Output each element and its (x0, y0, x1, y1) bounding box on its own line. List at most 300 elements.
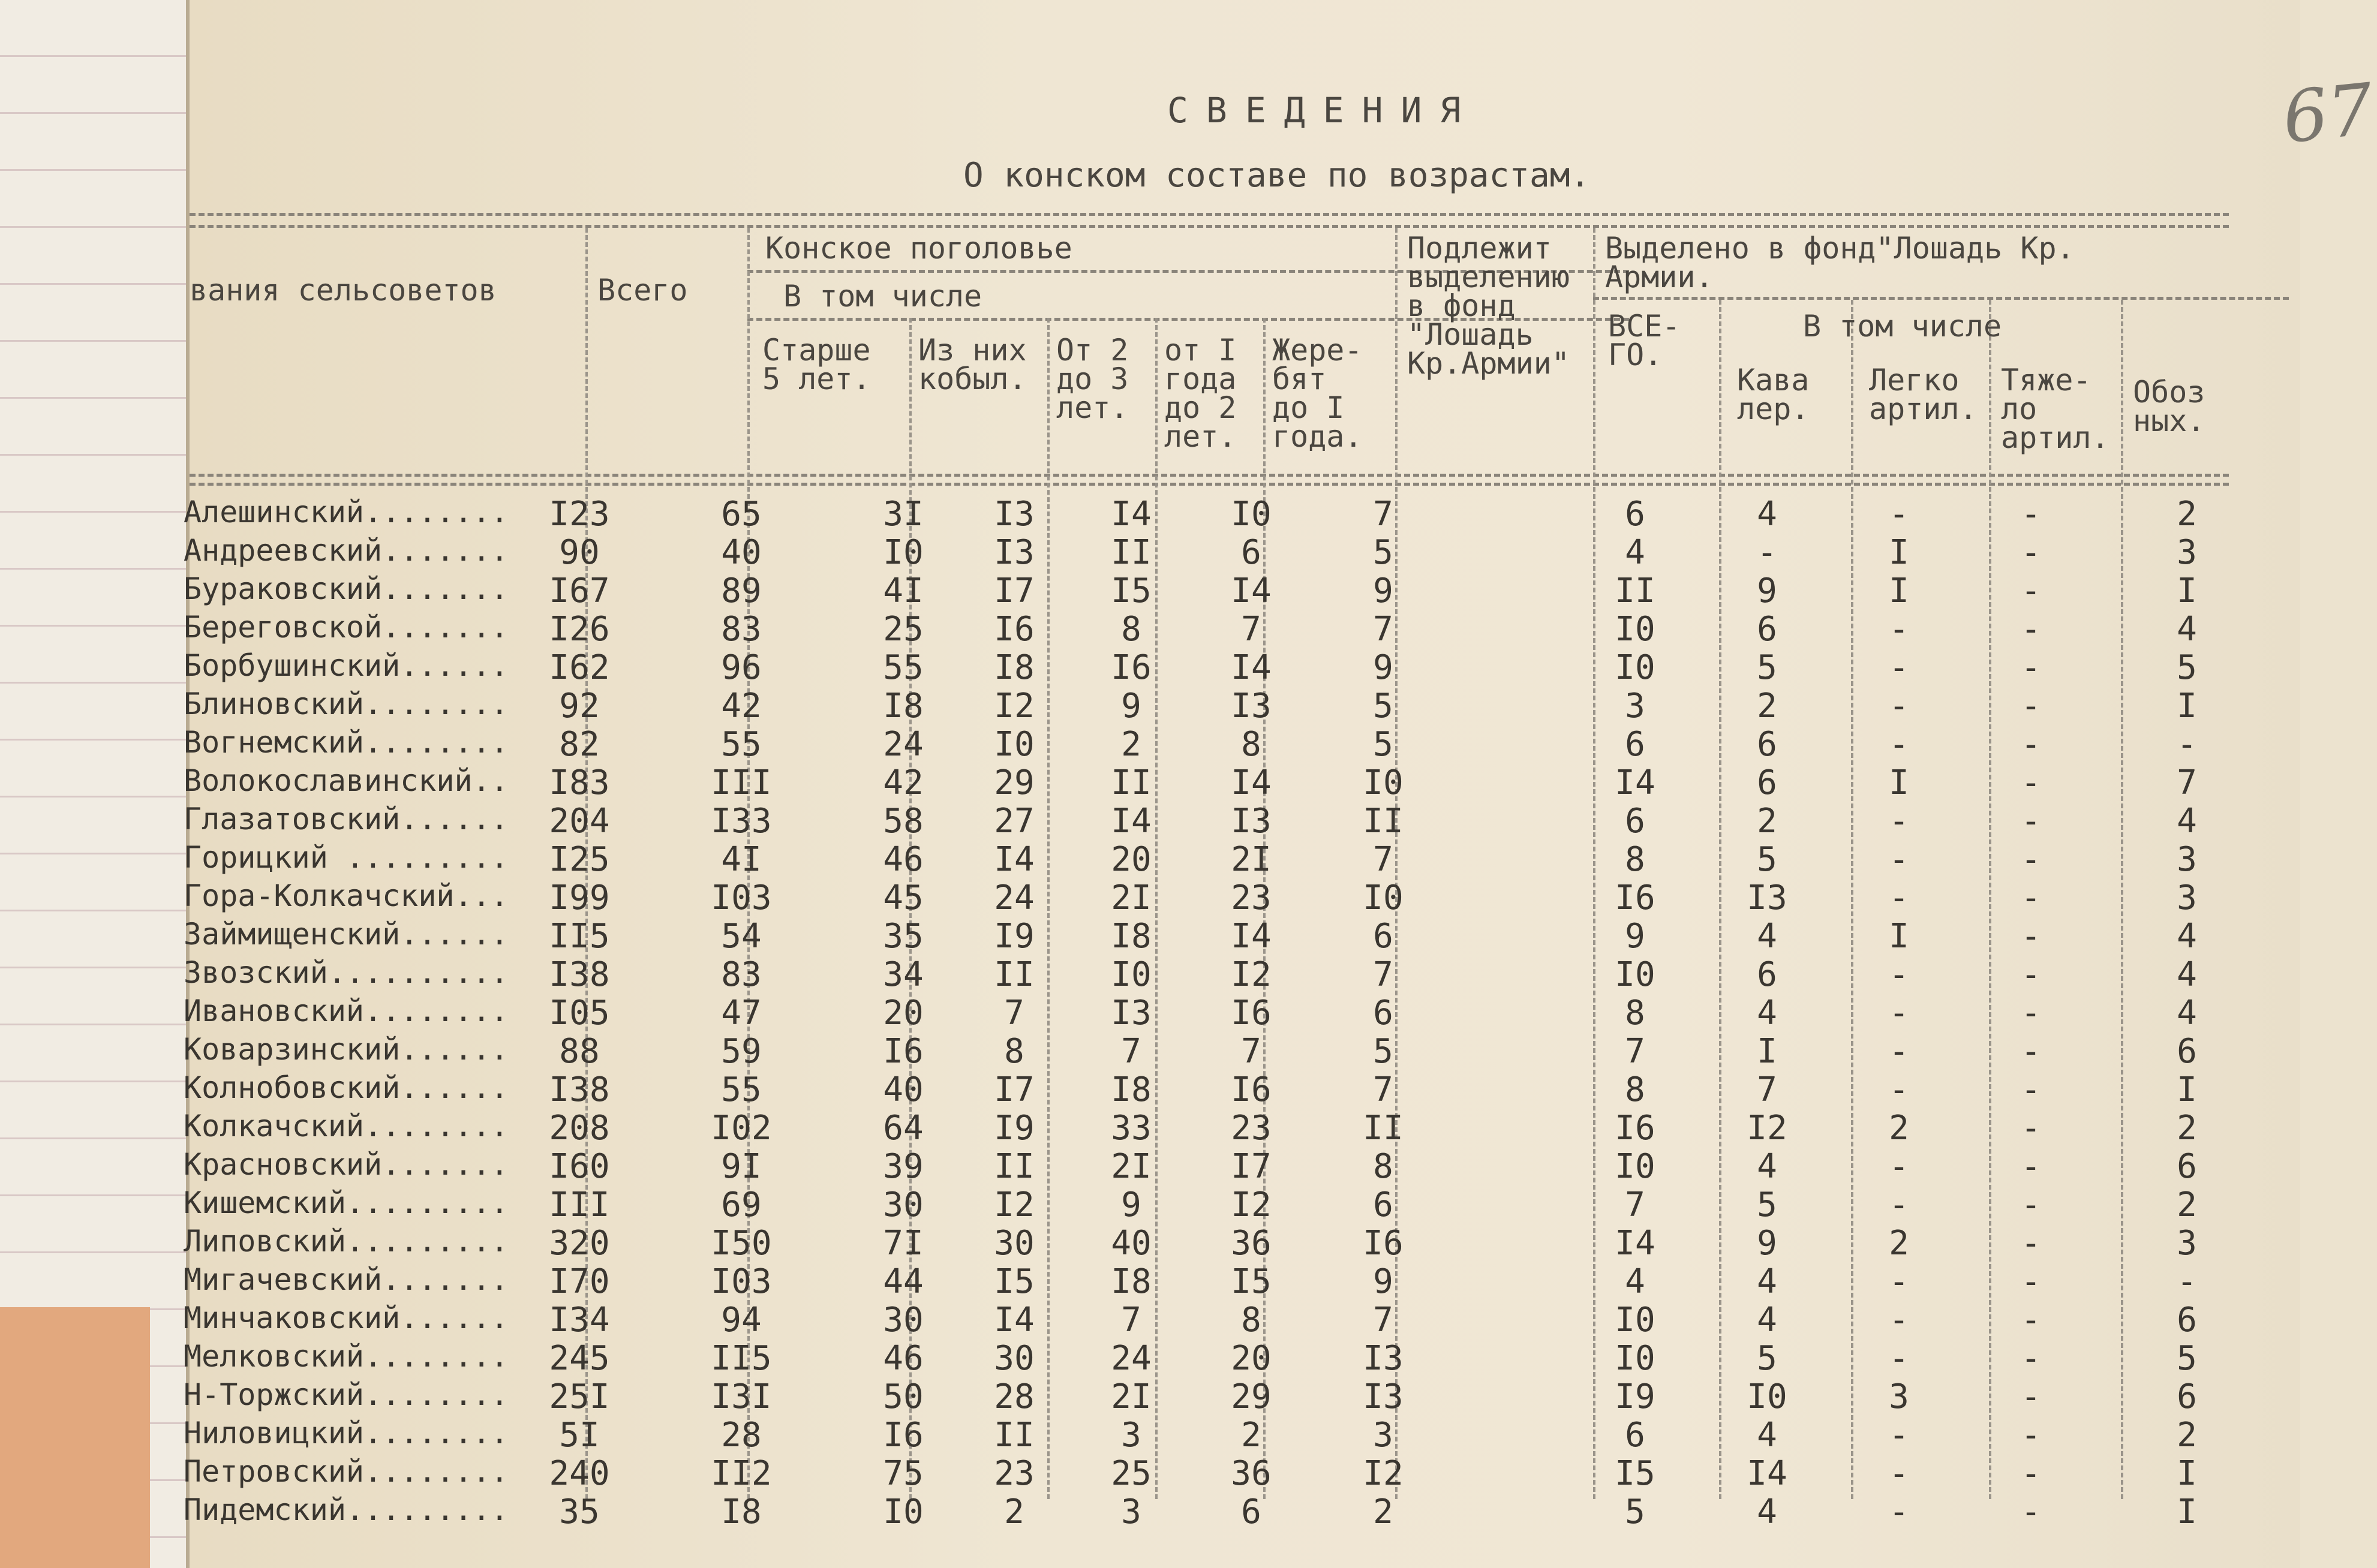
table-cell-cav: 4 (1757, 1147, 1777, 1186)
table-cell-mares: 39 (883, 1147, 924, 1186)
table-cell-total: 25I (549, 1377, 610, 1416)
table-cell-cav: 6 (1757, 955, 1777, 994)
table-cell-alloc: I6 (1615, 1109, 1655, 1148)
table-cell-total: I60 (549, 1147, 610, 1186)
table-cell-transport: I (2177, 1070, 2197, 1109)
table-cell-y1_2: 7 (1121, 1301, 1141, 1340)
table-cell-total: 204 (549, 802, 610, 841)
table-cell-cav: 4 (1757, 1492, 1777, 1531)
table-cell-y2_3: I3 (994, 533, 1035, 572)
table-cell-mares: 4I (883, 571, 924, 610)
table-cell-transport: 2 (2177, 495, 2197, 534)
table-cell-y2_3: II (994, 1416, 1035, 1455)
table-cell-foals: 6 (1241, 1492, 1261, 1531)
table-cell-y2_3: 28 (994, 1377, 1035, 1416)
table-cell-total: 240 (549, 1454, 610, 1493)
table-cell-transport: I (2177, 571, 2197, 610)
table-cell-foals: 23 (1231, 1109, 1272, 1148)
column-divider (1593, 228, 1595, 1499)
table-cell-y2_3: 24 (994, 878, 1035, 917)
table-cell-mares: 30 (883, 1301, 924, 1340)
table-top-rule-2 (190, 225, 2229, 228)
table-cell-alloc: I5 (1615, 1454, 1655, 1493)
table-cell-subject: 7 (1373, 495, 1393, 534)
table-cell-light: I (1889, 571, 1909, 610)
table-cell-y1_2: II (1111, 763, 1152, 802)
table-cell-y2_3: II (994, 955, 1035, 994)
table-cell-over5: 89 (721, 571, 762, 610)
table-cell-light: I (1889, 763, 1909, 802)
table-cell-alloc: I0 (1615, 1301, 1655, 1340)
table-cell-y1_2: 9 (1121, 687, 1141, 726)
table-cell-alloc: I9 (1615, 1377, 1655, 1416)
header-bottom-rule-2 (190, 483, 2229, 486)
table-cell-over5: I02 (711, 1109, 772, 1148)
table-cell-heavy: - (2021, 802, 2041, 841)
table-cell-mares: 42 (883, 763, 924, 802)
table-cell-over5: 54 (721, 917, 762, 956)
table-cell-cav: 5 (1757, 840, 1777, 879)
table-cell-mares: I6 (883, 1032, 924, 1071)
table-cell-over5: I3I (711, 1377, 772, 1416)
table-cell-subject: 3 (1373, 1416, 1393, 1455)
table-cell-light: - (1889, 725, 1909, 764)
table-cell-foals: I5 (1231, 1262, 1272, 1301)
table-cell-cav: 9 (1757, 1224, 1777, 1263)
table-cell-mares: 7I (883, 1224, 924, 1263)
row-council-name: Андреевский....... (184, 533, 509, 568)
table-cell-transport: 3 (2177, 840, 2197, 879)
table-cell-light: - (1889, 648, 1909, 687)
table-cell-subject: 5 (1373, 1032, 1393, 1071)
row-council-name: Кишемский......... (184, 1185, 509, 1220)
table-cell-subject: 9 (1373, 571, 1393, 610)
table-cell-alloc: 9 (1625, 917, 1645, 956)
table-cell-cav: 4 (1757, 917, 1777, 956)
table-cell-heavy: - (2021, 1492, 2041, 1531)
table-cell-heavy: - (2021, 1377, 2041, 1416)
table-top-rule (190, 213, 2229, 216)
row-council-name: Займищенский...... (184, 917, 509, 952)
table-cell-y1_2: 9 (1121, 1185, 1141, 1224)
table-cell-y2_3: I7 (994, 1070, 1035, 1109)
column-divider (1989, 300, 1991, 1499)
table-cell-foals: 20 (1231, 1339, 1272, 1378)
table-cell-heavy: - (2021, 763, 2041, 802)
table-cell-total: I70 (549, 1262, 610, 1301)
table-cell-light: - (1889, 1454, 1909, 1493)
column-divider (1851, 300, 1853, 1499)
table-cell-y1_2: 40 (1111, 1224, 1152, 1263)
table-cell-total: I34 (549, 1301, 610, 1340)
table-cell-y2_3: 23 (994, 1454, 1035, 1493)
table-cell-light: - (1889, 840, 1909, 879)
table-cell-y2_3: 7 (1004, 994, 1024, 1033)
table-cell-y1_2: I8 (1111, 917, 1152, 956)
table-cell-transport: 3 (2177, 878, 2197, 917)
table-cell-y2_3: I5 (994, 1262, 1035, 1301)
table-cell-subject: II (1363, 802, 1404, 841)
table-cell-over5: 47 (721, 994, 762, 1033)
table-cell-over5: 4I (721, 840, 762, 879)
header-alloc-total: ВСЕ- ГО. (1608, 309, 1681, 372)
table-cell-subject: 7 (1373, 1070, 1393, 1109)
table-cell-alloc: I0 (1615, 1147, 1655, 1186)
table-cell-transport: 4 (2177, 955, 2197, 994)
table-cell-heavy: - (2021, 994, 2041, 1033)
table-cell-y2_3: 29 (994, 763, 1035, 802)
row-council-name: Звозский.......... (184, 955, 509, 990)
table-cell-over5: 28 (721, 1416, 762, 1455)
table-cell-over5: I03 (711, 878, 772, 917)
table-cell-cav: 5 (1757, 648, 1777, 687)
allocated-sub-rule (1593, 297, 2289, 300)
table-cell-heavy: - (2021, 1416, 2041, 1455)
table-cell-cav: 9 (1757, 571, 1777, 610)
header-allocated: Выделено в фонд"Лошадь Кр. Армии. (1605, 231, 2075, 294)
table-cell-light: 3 (1889, 1377, 1909, 1416)
table-cell-y1_2: 25 (1111, 1454, 1152, 1493)
table-cell-transport: 5 (2177, 648, 2197, 687)
table-cell-y2_3: I6 (994, 610, 1035, 649)
table-cell-alloc: 8 (1625, 1070, 1645, 1109)
table-cell-alloc: I0 (1615, 1339, 1655, 1378)
table-cell-y1_2: 2 (1121, 725, 1141, 764)
page-number: 67 (2279, 67, 2377, 159)
table-cell-mares: I0 (883, 1492, 924, 1531)
table-cell-heavy: - (2021, 648, 2041, 687)
table-cell-transport: 6 (2177, 1377, 2197, 1416)
column-divider (2121, 300, 2123, 1499)
table-cell-subject: I3 (1363, 1339, 1404, 1378)
table-cell-cav: I3 (1747, 878, 1787, 917)
table-cell-transport: 6 (2177, 1301, 2197, 1340)
table-cell-subject: 5 (1373, 725, 1393, 764)
table-cell-over5: 42 (721, 687, 762, 726)
table-cell-y1_2: 8 (1121, 610, 1141, 649)
table-cell-transport: 3 (2177, 1224, 2197, 1263)
table-cell-heavy: - (2021, 917, 2041, 956)
table-cell-foals: 23 (1231, 878, 1272, 917)
row-council-name: Петровский........ (184, 1454, 509, 1489)
row-council-name: Липовский......... (184, 1224, 509, 1259)
table-cell-alloc: I0 (1615, 610, 1655, 649)
table-cell-alloc: I4 (1615, 1224, 1655, 1263)
table-cell-light: - (1889, 1185, 1909, 1224)
table-cell-total: I62 (549, 648, 610, 687)
row-council-name: Вогнемский........ (184, 725, 509, 760)
table-cell-over5: II5 (711, 1339, 772, 1378)
table-cell-light: 2 (1889, 1224, 1909, 1263)
table-cell-alloc: 3 (1625, 687, 1645, 726)
table-cell-mares: 20 (883, 994, 924, 1033)
table-cell-heavy: - (2021, 1185, 2041, 1224)
table-cell-foals: I4 (1231, 571, 1272, 610)
header-subject: Подлежит выделению в фонд "Лошадь Кр.Армии" (1407, 231, 1570, 381)
table-cell-mares: 64 (883, 1109, 924, 1148)
table-cell-foals: I6 (1231, 1070, 1272, 1109)
table-cell-transport: I (2177, 1492, 2197, 1531)
table-cell-over5: 96 (721, 648, 762, 687)
table-cell-total: 320 (549, 1224, 610, 1263)
table-cell-heavy: - (2021, 878, 2041, 917)
table-cell-y1_2: I5 (1111, 571, 1152, 610)
table-cell-transport: 6 (2177, 1147, 2197, 1186)
row-council-name: Глазатовский...... (184, 802, 509, 836)
table-cell-heavy: - (2021, 495, 2041, 534)
table-cell-cav: 2 (1757, 687, 1777, 726)
table-cell-y1_2: I8 (1111, 1262, 1152, 1301)
table-cell-over5: I33 (711, 802, 772, 841)
table-cell-transport: 5 (2177, 1339, 2197, 1378)
table-cell-over5: 83 (721, 955, 762, 994)
table-cell-subject: I2 (1363, 1454, 1404, 1493)
table-cell-y1_2: I8 (1111, 1070, 1152, 1109)
table-cell-light: 2 (1889, 1109, 1909, 1148)
table-cell-light: - (1889, 1032, 1909, 1071)
table-cell-light: - (1889, 1301, 1909, 1340)
table-cell-foals: 36 (1231, 1224, 1272, 1263)
table-cell-subject: 7 (1373, 1301, 1393, 1340)
table-cell-foals: 7 (1241, 610, 1261, 649)
table-cell-cav: 6 (1757, 725, 1777, 764)
table-cell-heavy: - (2021, 1262, 2041, 1301)
table-cell-over5: I50 (711, 1224, 772, 1263)
table-cell-y2_3: I7 (994, 571, 1035, 610)
table-cell-light: - (1889, 1147, 1909, 1186)
table-cell-mares: 25 (883, 610, 924, 649)
table-cell-transport: 7 (2177, 763, 2197, 802)
table-cell-y1_2: I0 (1111, 955, 1152, 994)
table-cell-mares: 46 (883, 840, 924, 879)
table-cell-subject: 2 (1373, 1492, 1393, 1531)
table-cell-mares: I6 (883, 1416, 924, 1455)
table-cell-total: I05 (549, 994, 610, 1033)
table-cell-total: 245 (549, 1339, 610, 1378)
table-cell-y2_3: 30 (994, 1339, 1035, 1378)
table-cell-foals: I3 (1231, 687, 1272, 726)
table-cell-heavy: - (2021, 1224, 2041, 1263)
table-cell-alloc: I6 (1615, 878, 1655, 917)
table-cell-cav: 6 (1757, 610, 1777, 649)
row-council-name: Горицкий ......... (184, 840, 509, 875)
table-cell-mares: 3I (883, 495, 924, 534)
table-cell-y2_3: I9 (994, 1109, 1035, 1148)
table-cell-y2_3: I2 (994, 687, 1035, 726)
table-cell-foals: I3 (1231, 802, 1272, 841)
table-cell-transport: I (2177, 1454, 2197, 1493)
table-cell-transport: 2 (2177, 1109, 2197, 1148)
table-cell-cav: I (1757, 1032, 1777, 1071)
table-cell-over5: 40 (721, 533, 762, 572)
table-cell-y1_2: 20 (1111, 840, 1152, 879)
header-total: Всего (597, 273, 688, 308)
table-cell-total: I99 (549, 878, 610, 917)
row-council-name: Волокославинский.. (184, 763, 509, 798)
table-cell-over5: 55 (721, 725, 762, 764)
table-cell-y2_3: I4 (994, 1301, 1035, 1340)
table-cell-subject: 5 (1373, 533, 1393, 572)
table-cell-heavy: - (2021, 1454, 2041, 1493)
table-cell-mares: 45 (883, 878, 924, 917)
header-from1to2: от I года до 2 лет. (1164, 333, 1237, 454)
table-cell-transport: 4 (2177, 802, 2197, 841)
table-cell-y1_2: 7 (1121, 1032, 1141, 1071)
table-cell-subject: 6 (1373, 917, 1393, 956)
table-cell-total: 35 (559, 1492, 600, 1531)
row-council-name: Блиновский........ (184, 687, 509, 721)
table-cell-y2_3: II (994, 1147, 1035, 1186)
row-council-name: Мелковский........ (184, 1339, 509, 1374)
table-cell-transport: - (2177, 1262, 2197, 1301)
table-cell-total: III (549, 1185, 610, 1224)
row-council-name: Минчаковский...... (184, 1301, 509, 1335)
table-cell-transport: - (2177, 725, 2197, 764)
table-cell-alloc: I0 (1615, 648, 1655, 687)
table-cell-subject: I0 (1363, 878, 1404, 917)
table-cell-cav: 4 (1757, 1262, 1777, 1301)
table-cell-y1_2: 3 (1121, 1492, 1141, 1531)
table-cell-y2_3: 27 (994, 802, 1035, 841)
table-cell-cav: 7 (1757, 1070, 1777, 1109)
table-cell-alloc: 7 (1625, 1185, 1645, 1224)
table-cell-cav: 4 (1757, 1301, 1777, 1340)
table-cell-alloc: 6 (1625, 495, 1645, 534)
table-cell-heavy: - (2021, 840, 2041, 879)
table-cell-heavy: - (2021, 571, 2041, 610)
table-cell-cav: - (1757, 533, 1777, 572)
row-council-name: Бураковский....... (184, 571, 509, 606)
table-cell-total: I83 (549, 763, 610, 802)
table-cell-alloc: 8 (1625, 840, 1645, 879)
table-cell-y1_2: 2I (1111, 878, 1152, 917)
table-cell-subject: 6 (1373, 994, 1393, 1033)
table-cell-cav: 6 (1757, 763, 1777, 802)
table-cell-subject: 8 (1373, 1147, 1393, 1186)
table-cell-over5: III (711, 763, 772, 802)
table-cell-mares: 30 (883, 1185, 924, 1224)
table-cell-cav: I4 (1747, 1454, 1787, 1493)
table-cell-total: I67 (549, 571, 610, 610)
table-cell-y2_3: I0 (994, 725, 1035, 764)
table-cell-foals: 2 (1241, 1416, 1261, 1455)
table-cell-y2_3: 2 (1004, 1492, 1024, 1531)
row-council-name: Мигачевский....... (184, 1262, 509, 1297)
row-council-name: Н-Торжский........ (184, 1377, 509, 1412)
table-cell-subject: I6 (1363, 1224, 1404, 1263)
table-cell-total: I23 (549, 495, 610, 534)
header-foals: Жере- бят до I года. (1272, 333, 1363, 454)
table-cell-y1_2: I6 (1111, 648, 1152, 687)
table-cell-light: - (1889, 610, 1909, 649)
table-cell-y2_3: I9 (994, 917, 1035, 956)
table-cell-heavy: - (2021, 1301, 2041, 1340)
table-cell-mares: 44 (883, 1262, 924, 1301)
table-cell-alloc: 7 (1625, 1032, 1645, 1071)
table-cell-light: - (1889, 1339, 1909, 1378)
table-cell-light: I (1889, 917, 1909, 956)
table-cell-y1_2: I4 (1111, 495, 1152, 534)
header-name: вания сельсоветов (190, 273, 497, 308)
table-cell-y1_2: I4 (1111, 802, 1152, 841)
table-cell-subject: 6 (1373, 1185, 1393, 1224)
table-cell-light: - (1889, 1492, 1909, 1531)
table-cell-mares: 75 (883, 1454, 924, 1493)
table-cell-cav: 4 (1757, 994, 1777, 1033)
table-cell-foals: I2 (1231, 955, 1272, 994)
table-cell-cav: 2 (1757, 802, 1777, 841)
table-cell-light: - (1889, 1262, 1909, 1301)
table-cell-heavy: - (2021, 610, 2041, 649)
table-cell-over5: 94 (721, 1301, 762, 1340)
table-cell-y1_2: 33 (1111, 1109, 1152, 1148)
table-cell-total: II5 (549, 917, 610, 956)
table-cell-subject: 7 (1373, 840, 1393, 879)
table-cell-total: I26 (549, 610, 610, 649)
table-cell-mares: I0 (883, 533, 924, 572)
table-cell-foals: I4 (1231, 648, 1272, 687)
header-including: В том числе (783, 279, 982, 314)
table-cell-over5: 65 (721, 495, 762, 534)
table-cell-y1_2: 24 (1111, 1339, 1152, 1378)
document-subtitle: О конском составе по возрастам. (963, 156, 1591, 195)
table-cell-foals: I0 (1231, 495, 1272, 534)
table-cell-heavy: - (2021, 1339, 2041, 1378)
table-cell-over5: 9I (721, 1147, 762, 1186)
row-council-name: Ивановский........ (184, 994, 509, 1028)
header-mares: Из них кобыл. (918, 333, 1027, 396)
row-council-name: Пидемский......... (184, 1492, 509, 1527)
table-cell-alloc: I0 (1615, 955, 1655, 994)
table-cell-heavy: - (2021, 1070, 2041, 1109)
table-cell-total: 88 (559, 1032, 600, 1071)
table-cell-heavy: - (2021, 533, 2041, 572)
header-light-artillery: Легко артил. (1869, 363, 1978, 426)
table-cell-transport: 4 (2177, 994, 2197, 1033)
table-cell-transport: 3 (2177, 533, 2197, 572)
row-council-name: Ниловицкий........ (184, 1416, 509, 1450)
row-council-name: Гора-Колкачский... (184, 878, 509, 913)
table-cell-foals: 6 (1241, 533, 1261, 572)
table-cell-total: 82 (559, 725, 600, 764)
table-cell-light: - (1889, 955, 1909, 994)
table-cell-over5: I8 (721, 1492, 762, 1531)
table-cell-heavy: - (2021, 1147, 2041, 1186)
table-cell-foals: I7 (1231, 1147, 1272, 1186)
table-cell-alloc: 6 (1625, 802, 1645, 841)
table-cell-alloc: 6 (1625, 1416, 1645, 1455)
table-cell-subject: 7 (1373, 955, 1393, 994)
table-cell-mares: 55 (883, 648, 924, 687)
table-cell-cav: 4 (1757, 1416, 1777, 1455)
table-cell-foals: I4 (1231, 917, 1272, 956)
table-cell-cav: 4 (1757, 495, 1777, 534)
table-cell-light: - (1889, 878, 1909, 917)
table-cell-total: 208 (549, 1109, 610, 1148)
row-council-name: Красновский....... (184, 1147, 509, 1182)
table-cell-mares: I8 (883, 687, 924, 726)
table-cell-foals: 2I (1231, 840, 1272, 879)
table-cell-light: - (1889, 495, 1909, 534)
table-cell-y2_3: I3 (994, 495, 1035, 534)
table-cell-y1_2: II (1111, 533, 1152, 572)
header-heavy-artillery: Тяже- ло артил. (2001, 363, 2109, 455)
table-cell-subject: 9 (1373, 1262, 1393, 1301)
table-cell-transport: I (2177, 687, 2197, 726)
header-bottom-rule (190, 474, 2229, 477)
table-cell-foals: 29 (1231, 1377, 1272, 1416)
table-cell-heavy: - (2021, 687, 2041, 726)
